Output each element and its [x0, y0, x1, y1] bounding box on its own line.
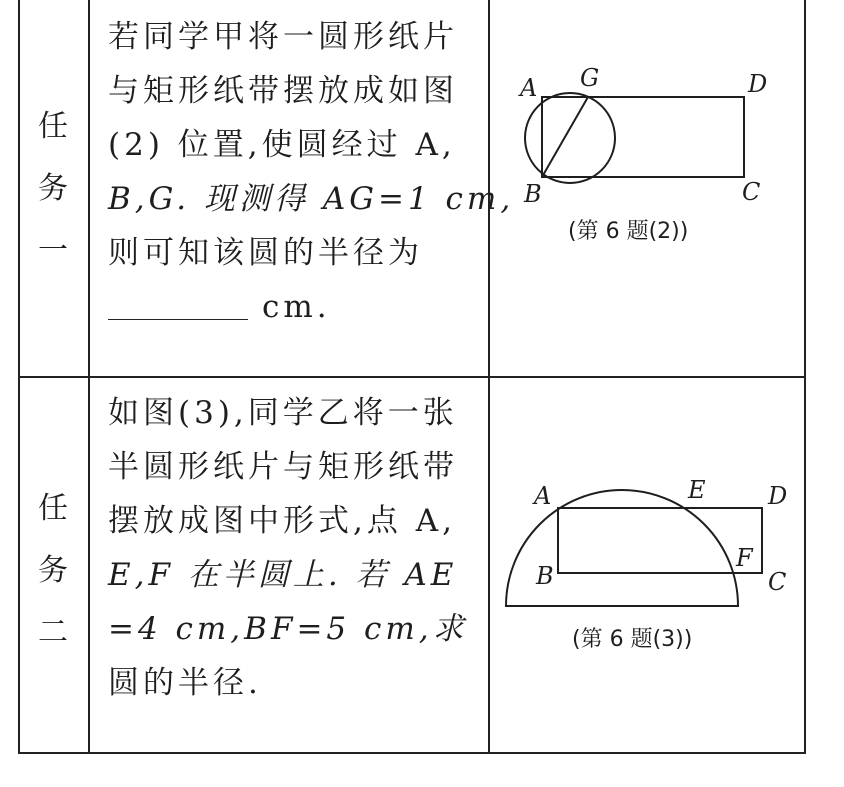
point-label-g: G: [580, 64, 600, 92]
task-two-text: [108, 386, 468, 710]
segment-bg: [542, 97, 588, 177]
point-label-e: E: [688, 476, 706, 504]
task-two-line: 如图(3),同学乙将一张: [108, 395, 458, 431]
figure-3-drawing: [498, 470, 798, 660]
problem-table: [18, 0, 806, 752]
rectangle-abcd: [542, 97, 744, 177]
point-label-a: A: [520, 74, 538, 102]
task-one-text: [108, 10, 514, 334]
answer-unit: cm.: [262, 289, 331, 325]
point-label-d: D: [768, 482, 788, 510]
point-label-c: C: [768, 568, 787, 596]
task-one-label: [18, 96, 88, 282]
task-two-label-char: 二: [38, 615, 68, 650]
task-one-line: (2) 位置,使圆经过 A,: [108, 127, 456, 163]
task-two-label-char: 务: [38, 553, 68, 588]
task-one-line: 若同学甲将一圆形纸片: [108, 19, 458, 55]
point-label-a: A: [534, 482, 552, 510]
row-divider: [18, 376, 804, 378]
task-two-line: =4 cm,BF=5 cm,求: [108, 611, 468, 647]
task-two-line: 摆放成图中形式,点 A,: [108, 503, 456, 539]
answer-blank[interactable]: [108, 297, 248, 320]
circle: [525, 93, 615, 183]
task-one-label-char: 务: [38, 171, 68, 206]
point-label-b: B: [524, 180, 542, 208]
task-one-label-char: 一: [38, 233, 68, 268]
figure-2-drawing: [508, 60, 788, 250]
task-one-line: B,G. 现测得 AG=1 cm,: [108, 181, 515, 217]
task-one-answer-line: [108, 280, 514, 334]
point-label-b: B: [536, 562, 554, 590]
point-label-f: F: [736, 544, 753, 572]
figure-3: [498, 470, 798, 664]
task-one-line: 则可知该圆的半径为: [108, 235, 423, 271]
point-label-d: D: [748, 70, 768, 98]
figure-2-caption: (第 6 题(2)): [568, 219, 689, 244]
task-two-label-char: 任: [38, 491, 68, 526]
figure-2: [508, 60, 788, 254]
task-two-line: 圆的半径.: [108, 665, 262, 701]
task-one-line: 与矩形纸带摆放成如图: [108, 73, 458, 109]
point-label-c: C: [742, 178, 761, 206]
task-two-line: 半圆形纸片与矩形纸带: [108, 449, 458, 485]
figure-3-caption: (第 6 题(3)): [572, 627, 693, 652]
task-one-label-char: 任: [38, 109, 68, 144]
task-two-label: [18, 478, 88, 664]
task-two-line: E,F 在半圆上. 若 AE: [108, 557, 458, 593]
rectangle-abcd: [558, 508, 762, 573]
